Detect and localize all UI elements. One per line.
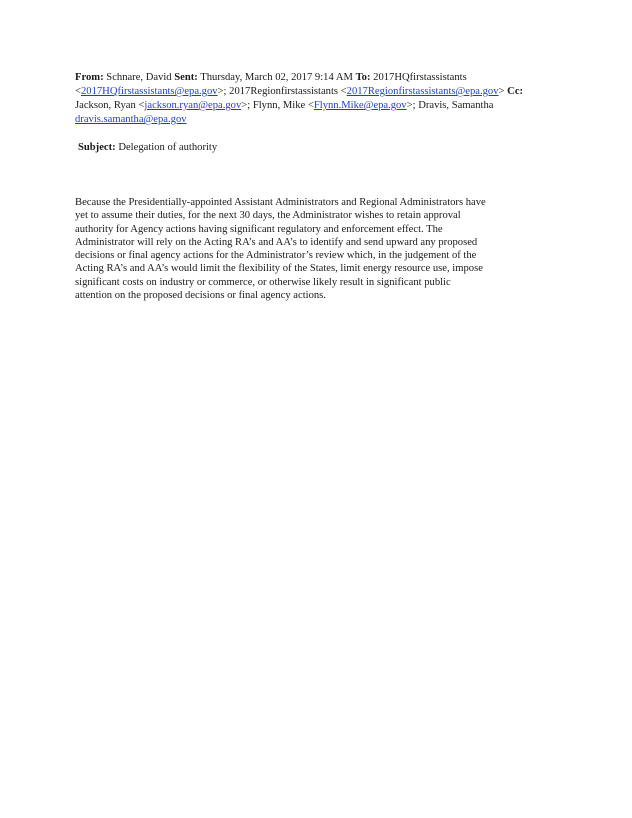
to-label: To: — [355, 72, 371, 83]
body-line: yet to assume their duties, for the next 30 days, the Administrator wishes to retain approval — [75, 210, 461, 222]
header-line-4 — [75, 113, 567, 127]
cc-name-1: Jackson, Ryan — [75, 100, 139, 111]
from-value: Schnare, David — [106, 72, 172, 83]
cc-email-link-3[interactable]: dravis.samantha@epa.gov — [75, 114, 187, 125]
subject-line — [78, 141, 217, 155]
body-line: Acting RA’s and AA’s would limit the flexibility of the States, limit energy resource use, impose — [75, 263, 483, 275]
body-line: significant costs on industry or commerce, or otherwise likely result in significant public — [75, 276, 451, 288]
email-body — [75, 196, 567, 302]
header-line-2: <2017HQfirstassistants@epa.gov>; 2017Regionfirstassistants <2017Regionfirstassistants@epa.gov> Cc: — [75, 86, 524, 97]
sent-value: Thursday, March 02, 2017 9:14 AM — [200, 72, 353, 83]
header-line-3: Jackson, Ryan <jackson.ryan@epa.gov>; Flynn, Mike <Flynn.Mike@epa.gov>; Dravis, Samantha — [75, 100, 494, 111]
to-email-link-2[interactable]: 2017Regionfirstassistants@epa.gov — [346, 86, 499, 97]
to-email-link-1[interactable]: 2017HQfirstassistants@epa.gov — [80, 86, 218, 97]
body-line: Because the Presidentially-appointed Assistant Administrators and Regional Administrators have — [75, 197, 486, 208]
cc-email-link-2[interactable]: Flynn.Mike@epa.gov — [313, 100, 407, 111]
to-name-2: 2017Regionfirstassistants — [229, 86, 341, 97]
cc-name-2: Flynn, Mike — [252, 100, 308, 111]
email-header — [75, 71, 567, 127]
cc-label: Cc: — [507, 86, 524, 97]
to-value: 2017HQfirstassistants — [373, 72, 467, 83]
body-line: Administrator will rely on the Acting RA’s and AA’s to identify and send upward any proposed — [75, 236, 478, 248]
subject-label: Subject: — [78, 142, 116, 153]
body-line: authority for Agency actions having significant regulatory and enforcement effect. The — [75, 223, 443, 235]
cc-name-3: Dravis, Samantha — [418, 100, 494, 111]
header-line-1 — [75, 71, 567, 85]
subject-value: Delegation of authority — [118, 142, 218, 153]
body-line: decisions or final agency actions for the Administrator’s review which, in the judgement of the — [75, 250, 477, 262]
sent-label: Sent: — [174, 72, 198, 83]
from-label: From: — [75, 72, 104, 83]
body-line: attention on the proposed decisions or final agency actions. — [75, 290, 326, 302]
cc-email-link-1[interactable]: jackson.ryan@epa.gov — [144, 100, 242, 111]
